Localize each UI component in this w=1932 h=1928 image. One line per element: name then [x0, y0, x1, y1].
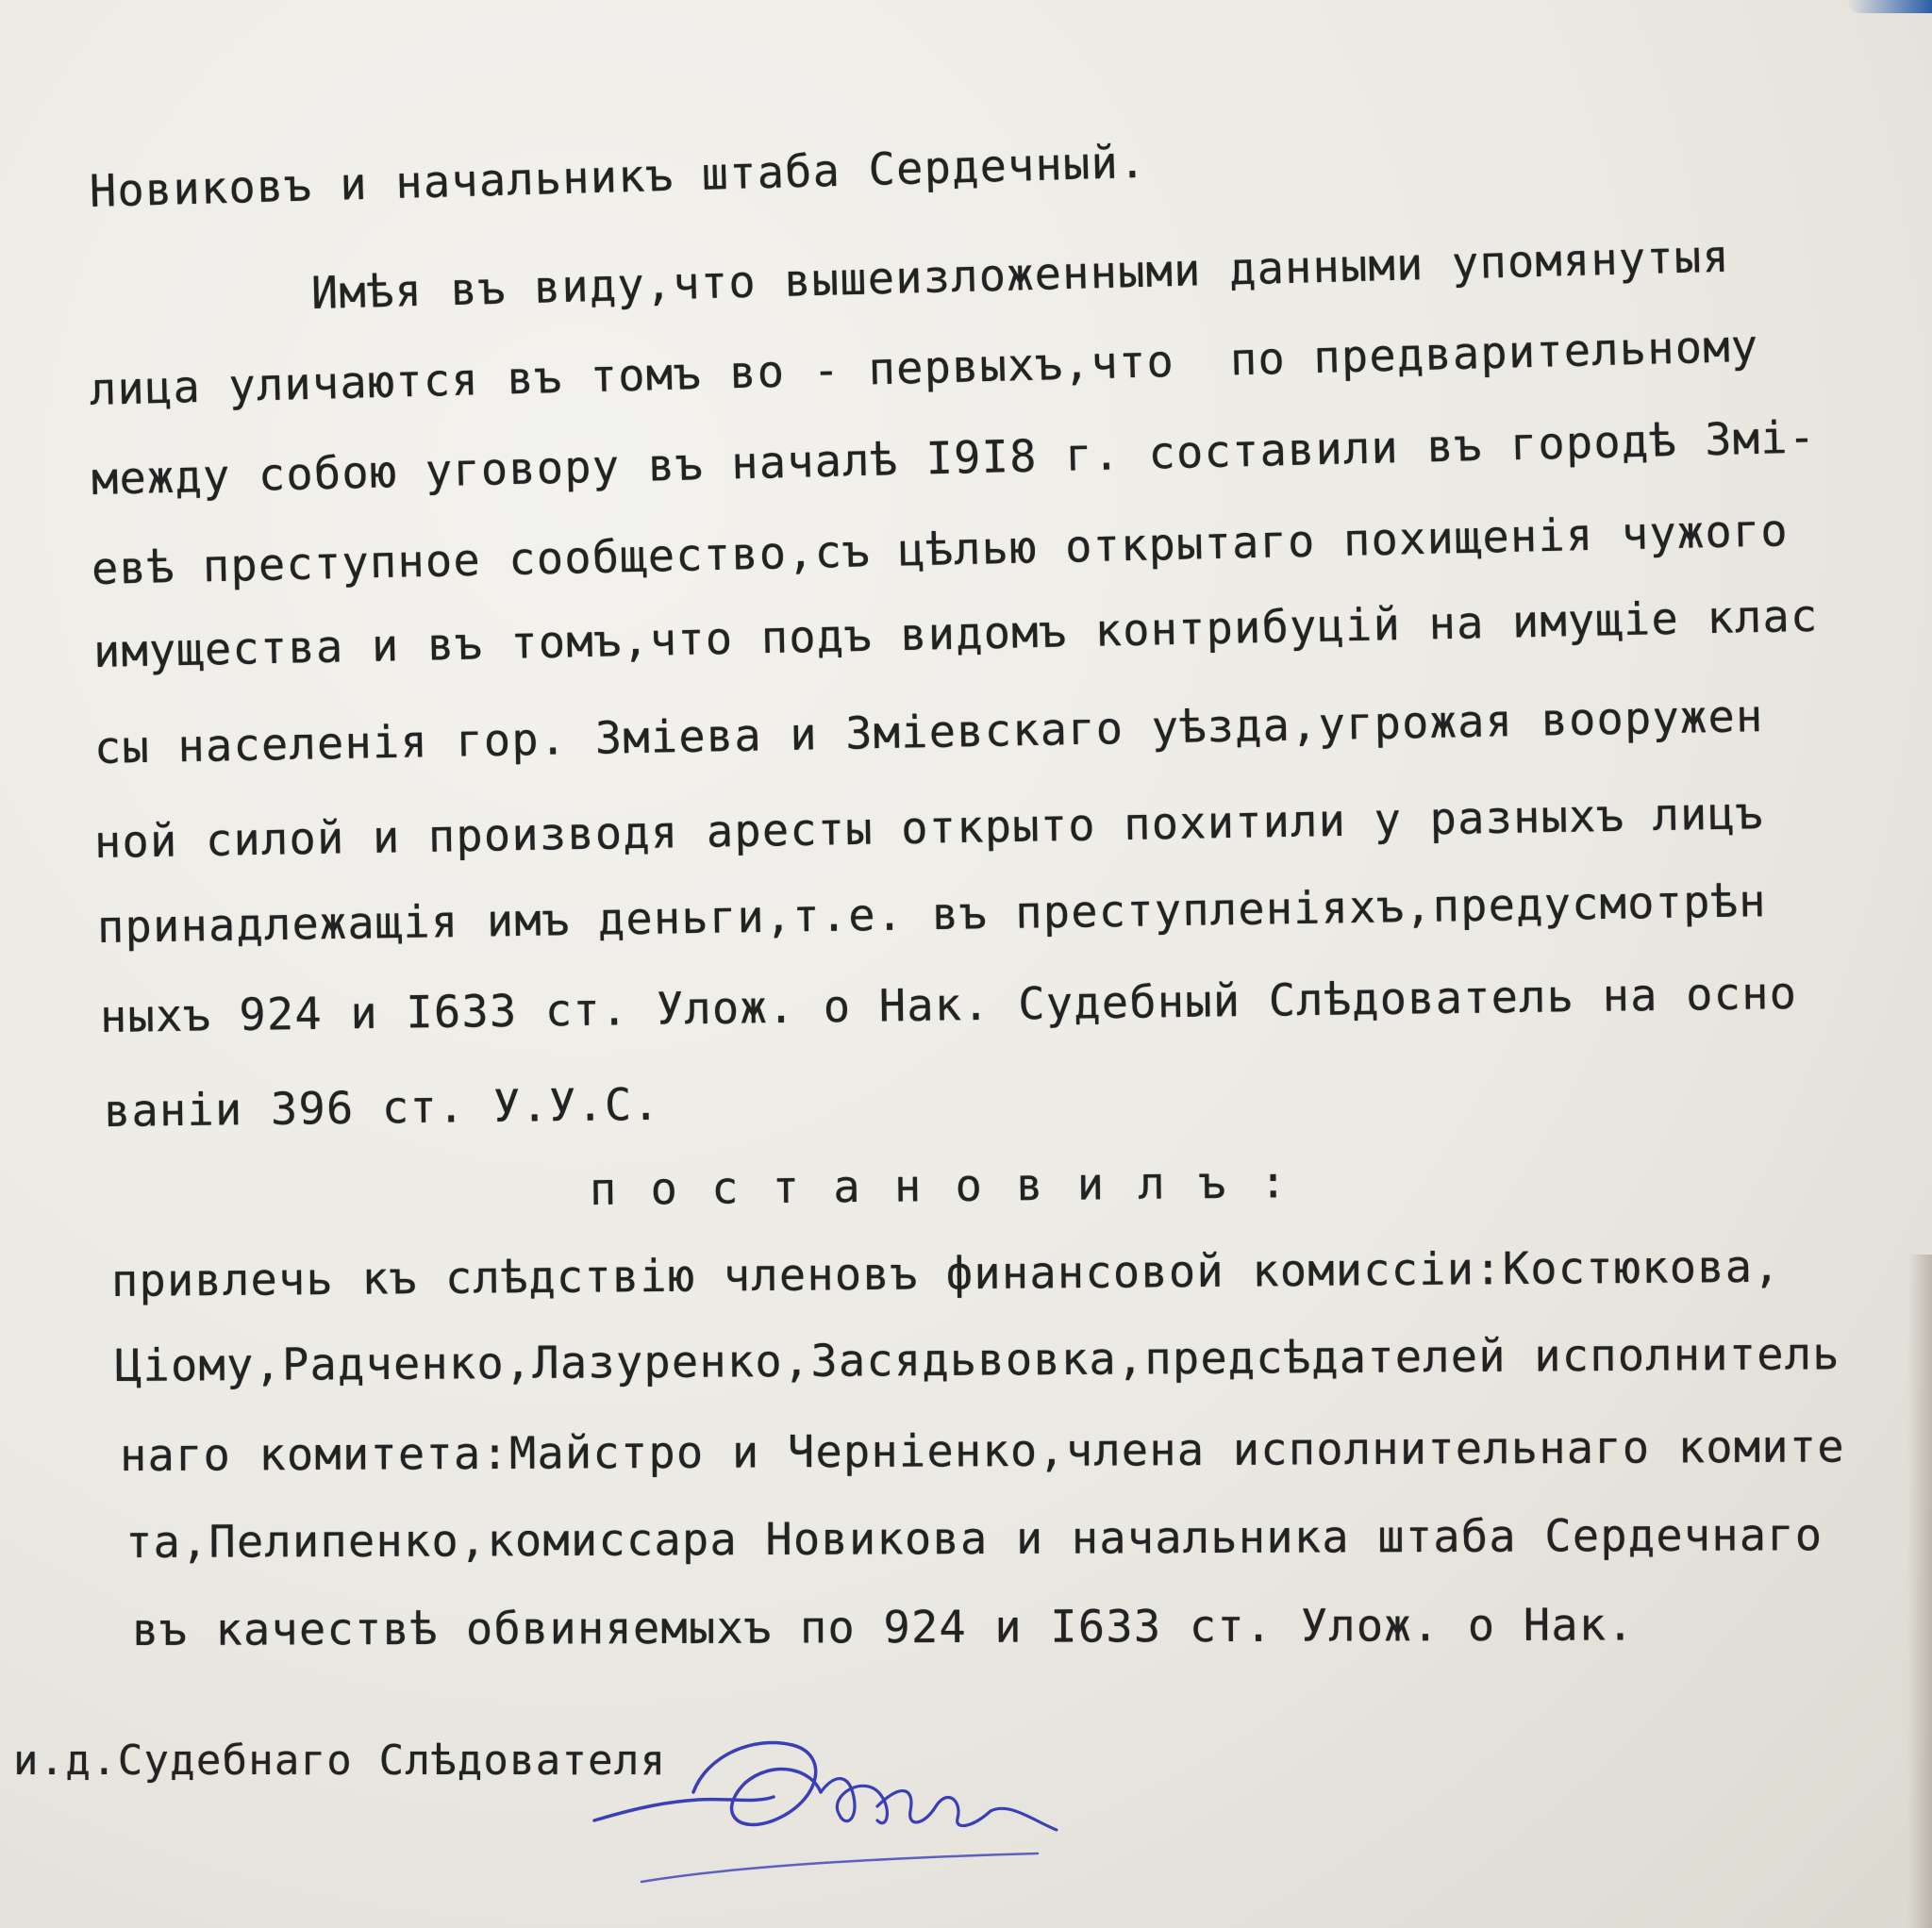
text-line: ванiи 396 ст. У.У.С. [103, 1078, 661, 1138]
resolution-heading: п о с т а н о в и л ъ : [589, 1156, 1291, 1216]
text-line: ной силой и производя аресты открыто похитили у разныхъ лицъ [93, 788, 1765, 869]
text-line: Новиковъ и начальникъ штаба Сердечный. [89, 136, 1148, 218]
handwritten-signature [585, 1717, 1075, 1905]
text-line: ныхъ 924 и I633 ст. Улож. о Нак. Судебный Слѣдователь на осно [99, 967, 1798, 1043]
text-line: сы населенія гор. Зміева и Зміевскаго уѣзда,угрожая вооружен [93, 690, 1764, 774]
resolution-line: Ціому,Радченко,Лазуренко,Засядьвовка,предсѣдателей исполнитель [114, 1328, 1840, 1392]
text-line: между собою уговору въ началѣ I9I8 г. составили въ городѣ Змі- [91, 411, 1817, 506]
signature-label: и.д.Судебнаго Слѣдователя [13, 1737, 667, 1785]
text-line: лица уличаются въ томъ во - первыхъ,что по предварительному [89, 320, 1759, 416]
text-line: имущества и въ томъ,что подъ видомъ контрибуцій на имущіе клас [92, 590, 1819, 678]
text-line: евѣ преступное сообщество,съ цѣлью открытаго похищенія чужого [91, 505, 1790, 595]
text-line: Имѣя въ виду,что вышеизложенными данными упомянутыя [310, 230, 1731, 320]
text-line: принадлежащія имъ деньги,т.е. въ преступленіяхъ,предусмотрѣн [96, 875, 1768, 954]
resolution-line: въ качествѣ обвиняемыхъ по 924 и I633 ст. Улож. о Нак. [131, 1599, 1635, 1656]
resolution-line: та,Пелипенко,комиссара Новикова и начальника штаба Сердечнаго [125, 1509, 1824, 1569]
resolution-line: привлечь къ слѣдствію членовъ финансовой комиссіи:Костюкова, [110, 1240, 1781, 1307]
resolution-line: наго комитета:Майстро и Чернiенко,члена исполнительнаго комите [119, 1421, 1845, 1482]
